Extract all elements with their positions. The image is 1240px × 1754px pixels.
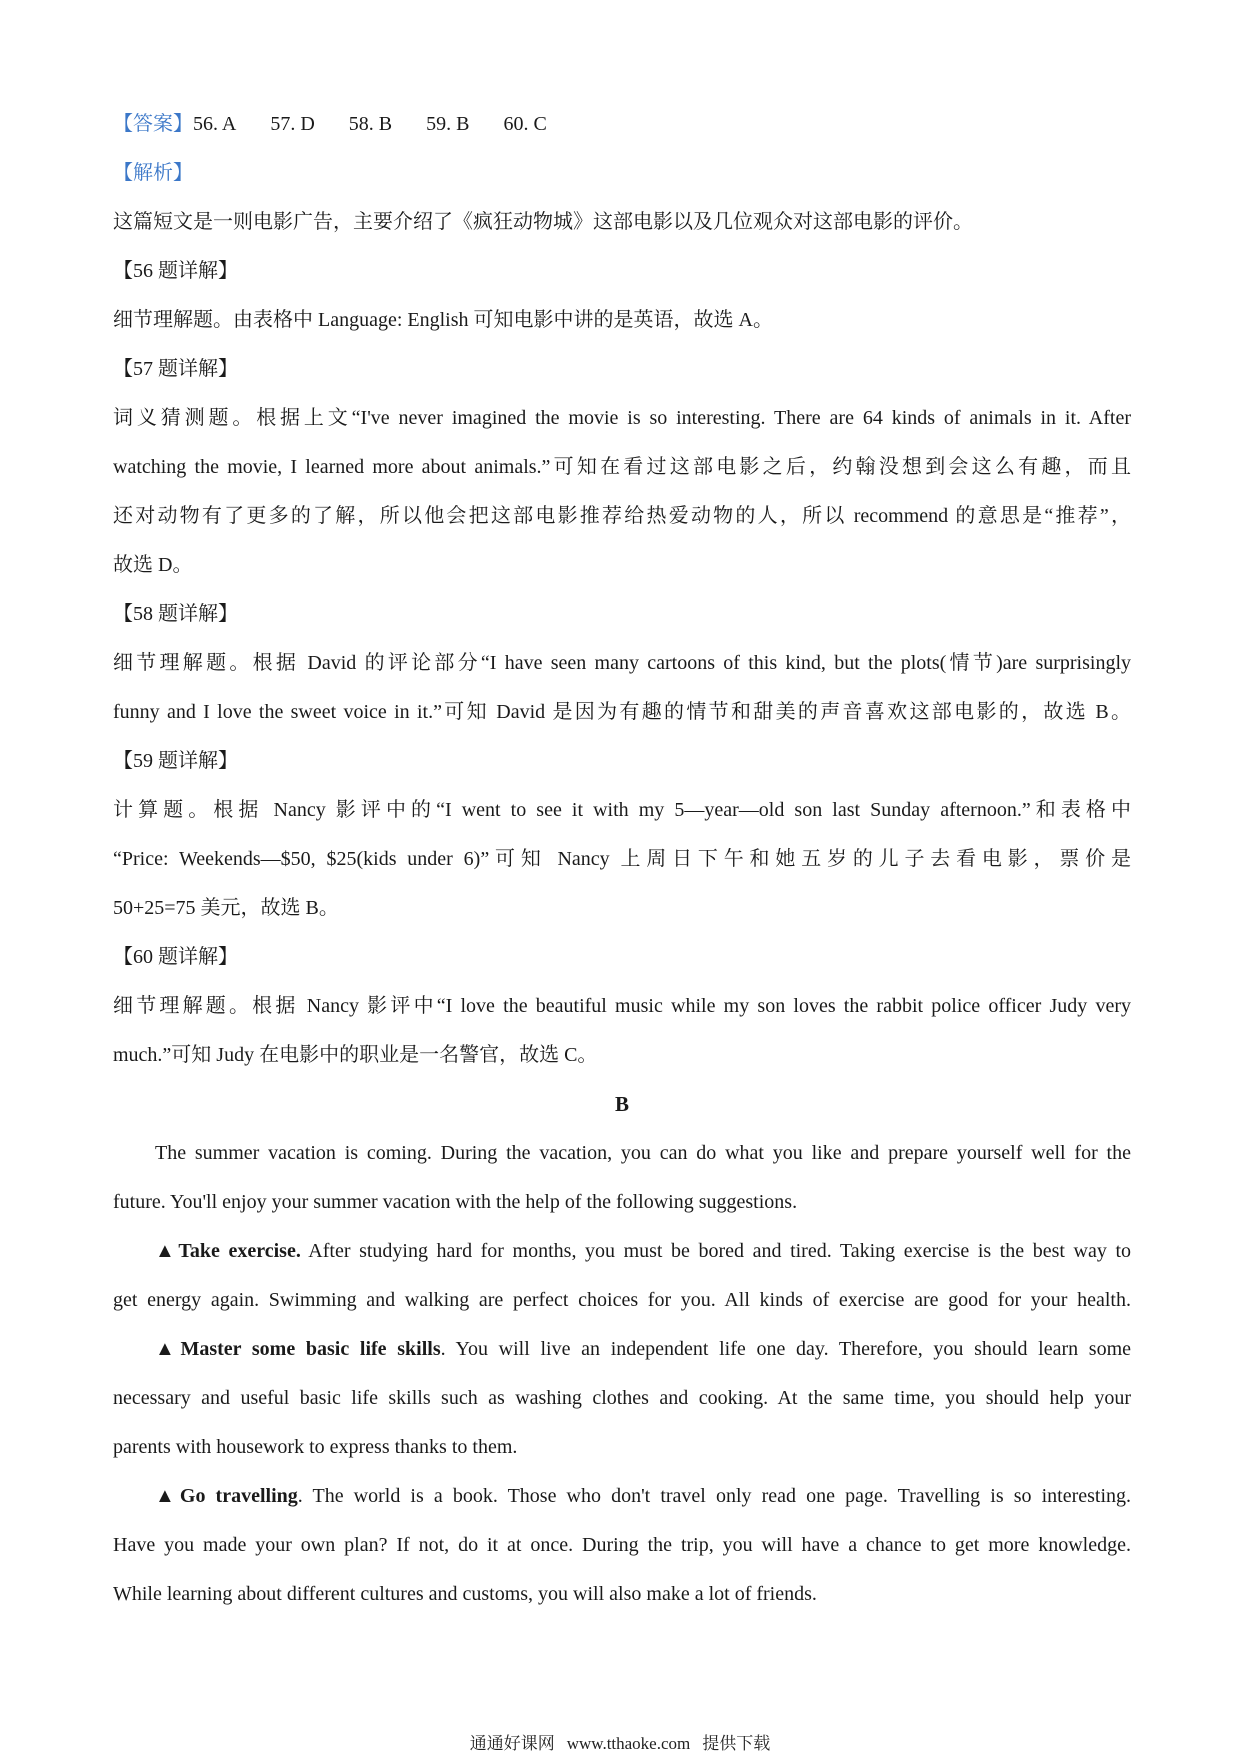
tip-text: . The world is a book. Those who don't travel only read one page. Travelling is so interesting. bbox=[297, 1485, 1131, 1507]
q56-heading: 【56 题详解】 bbox=[113, 260, 238, 282]
triangle-bullet-icon: ▲ bbox=[155, 1485, 180, 1507]
triangle-bullet-icon: ▲ bbox=[155, 1240, 179, 1262]
q58-heading: 【58 题详解】 bbox=[113, 603, 238, 625]
q59-line: 50+25=75 美元，故选 B。 bbox=[113, 897, 339, 919]
q58-line: 细节理解题。根据 David 的评论部分“I have seen many cartoons of this kind, but the plots(情节)are surprisingly bbox=[113, 652, 1131, 674]
answer-label: 【答案】 bbox=[113, 113, 193, 135]
analysis-label: 【解析】 bbox=[113, 162, 193, 184]
q59-line: 计算题。根据 Nancy 影评中的“I went to see it with my 5—year—old son last Sunday afternoon.”和表格中 bbox=[113, 799, 1131, 821]
tip-skills-line bbox=[113, 1325, 1131, 1374]
q60-heading: 【60 题详解】 bbox=[113, 946, 238, 968]
answer-57: 57. D bbox=[270, 113, 315, 135]
section-b-intro-line: future. You'll enjoy your summer vacation with the help of the following suggestions. bbox=[113, 1191, 798, 1213]
q59-line: “Price: Weekends—$50, $25(kids under 6)”可知 Nancy 上周日下午和她五岁的儿子去看电影，票价是 bbox=[113, 848, 1131, 870]
footer-url[interactable]: www.tthaoke.com bbox=[566, 1734, 691, 1753]
page-footer bbox=[0, 1734, 1240, 1754]
tip-travel-line: While learning about different cultures and customs, you will also make a lot of friends. bbox=[113, 1583, 817, 1605]
document-content bbox=[113, 100, 1131, 1619]
q59-heading: 【59 题详解】 bbox=[113, 750, 238, 772]
q57-line: 故选 D。 bbox=[113, 554, 193, 576]
answer-line bbox=[113, 100, 1131, 149]
answer-56: 56. A bbox=[193, 113, 237, 135]
q58-line: funny and I love the sweet voice in it.”可知 David 是因为有趣的情节和甜美的声音喜欢这部电影的，故选 B。 bbox=[113, 701, 1131, 723]
footer-site-name: 通通好课网 bbox=[469, 1734, 555, 1753]
tip-skills-line: parents with housework to express thanks to them. bbox=[113, 1436, 518, 1458]
answer-58: 58. B bbox=[348, 113, 393, 135]
answer-59: 59. B bbox=[426, 113, 470, 135]
tip-travel-line bbox=[113, 1472, 1131, 1521]
tip-text: . You will live an independent life one day. Therefore, you should learn some bbox=[440, 1338, 1132, 1360]
tip-travel-line: Have you made your own plan? If not, do it at once. During the trip, you will have a chance to get more knowledge. bbox=[113, 1534, 1131, 1556]
section-b-title: B bbox=[614, 1092, 629, 1116]
tip-title: Take exercise. bbox=[178, 1240, 301, 1262]
triangle-bullet-icon: ▲ bbox=[155, 1338, 181, 1360]
q56-line: 细节理解题。由表格中 Language: English 可知电影中讲的是英语，故选 A。 bbox=[113, 309, 773, 331]
q57-heading: 【57 题详解】 bbox=[113, 358, 238, 380]
tip-exercise-line: get energy again. Swimming and walking are perfect choices for you. All kinds of exercise are good for your health. bbox=[113, 1289, 1131, 1311]
q57-line: watching the movie, I learned more about animals.”可知在看过这部电影之后，约翰没想到会这么有趣，而且 bbox=[113, 456, 1131, 478]
tip-text: After studying hard for months, you must be bored and tired. Taking exercise is the best way to bbox=[300, 1240, 1131, 1262]
tip-title: Go travelling bbox=[179, 1485, 298, 1507]
q60-line: much.”可知 Judy 在电影中的职业是一名警官，故选 C。 bbox=[113, 1044, 598, 1066]
footer-suffix: 提供下载 bbox=[702, 1734, 771, 1753]
tip-skills-line: necessary and useful basic life skills such as washing clothes and cooking. At the same time, you should help your bbox=[113, 1387, 1131, 1409]
answer-60: 60. C bbox=[503, 113, 547, 135]
q57-line: 还对动物有了更多的了解，所以他会把这部电影推荐给热爱动物的人，所以 recommend 的意思是“推荐”， bbox=[113, 505, 1131, 527]
q60-line: 细节理解题。根据 Nancy 影评中“I love the beautiful music while my son loves the rabbit police officer Judy very bbox=[113, 995, 1131, 1017]
section-b-intro-line: The summer vacation is coming. During the vacation, you can do what you like and prepare yourself well for the bbox=[155, 1142, 1131, 1164]
tip-exercise-line bbox=[113, 1227, 1131, 1276]
intro-text: 这篇短文是一则电影广告，主要介绍了《疯狂动物城》这部电影以及几位观众对这部电影的评价。 bbox=[113, 211, 973, 233]
tip-title: Master some basic life skills bbox=[180, 1338, 441, 1360]
q57-line: 词义猜测题。根据上文“I've never imagined the movie is so interesting. There are 64 kinds of animals in it. After bbox=[113, 407, 1131, 429]
